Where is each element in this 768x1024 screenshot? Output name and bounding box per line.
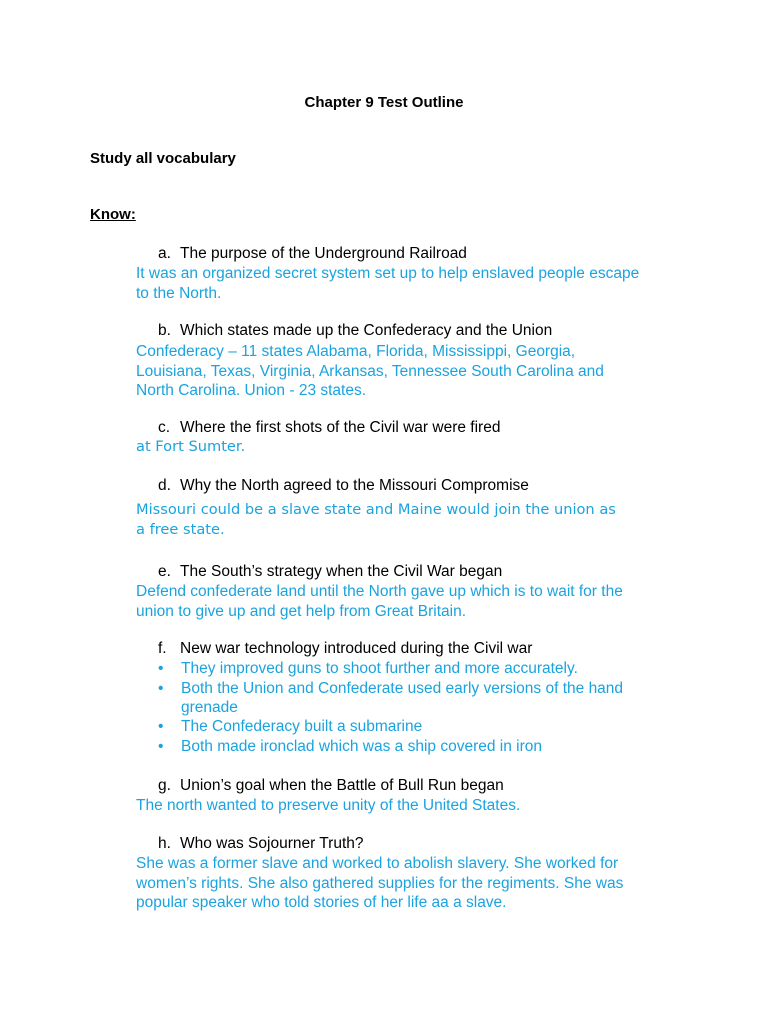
- answer-line: popular speaker who told stories of her life aa a slave.: [136, 894, 507, 911]
- answer-line: Confederacy – 11 states Alabama, Florida, Mississippi, Georgia,: [136, 343, 576, 360]
- question-text: The South’s strategy when the Civil War began: [180, 563, 503, 580]
- answer-line: union to give up and get help from Great Britain.: [136, 602, 467, 620]
- item-label: h.: [158, 835, 171, 852]
- answer-line: to the North.: [136, 284, 222, 302]
- answer-line: Defend confederate land until the North gave up which is to wait for the: [136, 583, 623, 600]
- item-label: d.: [158, 477, 171, 494]
- answer-b: [136, 342, 604, 401]
- question-text: Union’s goal when the Battle of Bull Run began: [180, 777, 504, 794]
- item-label: b.: [158, 322, 171, 339]
- answer-line: It was an organized secret system set up to help enslaved people escape: [136, 265, 640, 282]
- item-label: a.: [158, 245, 171, 262]
- item-label: f.: [158, 640, 167, 657]
- question-h: [158, 835, 364, 853]
- bullet-continuation: grenade: [181, 699, 238, 716]
- bullet-icon: •: [158, 718, 164, 735]
- bullet-item: [158, 738, 542, 756]
- answer-line: Louisiana, Texas, Virginia, Arkansas, Tennessee South Carolina and: [136, 362, 604, 380]
- page-title: Chapter 9 Test Outline: [304, 94, 464, 111]
- answer-h: [136, 854, 623, 913]
- answer-line: North Carolina. Union - 23 states.: [136, 382, 367, 399]
- bullet-text: The Confederacy built a submarine: [181, 718, 423, 735]
- bullet-text: Both made ironclad which was a ship covered in iron: [181, 738, 542, 755]
- bullet-icon: •: [158, 660, 164, 677]
- answer-line: at Fort Sumter.: [136, 438, 246, 455]
- item-label: g.: [158, 777, 171, 794]
- bullet-icon: •: [158, 680, 164, 697]
- question-e: [158, 563, 502, 581]
- answer-c: [136, 437, 245, 457]
- bullet-item: [158, 718, 422, 736]
- question-a: [158, 245, 467, 263]
- bullet-item: [158, 660, 578, 678]
- answer-line: Missouri could be a slave state and Maine would join the union as: [136, 501, 616, 518]
- study-line: Study all vocabulary: [90, 150, 236, 167]
- question-g: [158, 777, 504, 795]
- bullet-text: Both the Union and Confederate used early versions of the hand: [181, 680, 624, 697]
- bullet-text: They improved guns to shoot further and more accurately.: [181, 660, 578, 677]
- answer-line: She was a former slave and worked to abolish slavery. She worked for: [136, 855, 619, 872]
- bullet-icon: •: [158, 738, 164, 755]
- know-heading: Know:: [90, 206, 136, 223]
- question-d: [158, 477, 529, 495]
- question-text: Why the North agreed to the Missouri Compromise: [180, 477, 529, 494]
- question-text: New war technology introduced during the Civil war: [180, 640, 533, 657]
- question-c: [158, 419, 500, 437]
- question-text: Where the first shots of the Civil war were fired: [180, 419, 501, 436]
- answer-e: [136, 582, 623, 621]
- answer-line: a free state.: [136, 521, 225, 538]
- bullet-item: [158, 680, 623, 698]
- item-label: c.: [158, 419, 171, 436]
- answer-d: [136, 500, 616, 540]
- answer-a: [136, 264, 639, 303]
- question-text: The purpose of the Underground Railroad: [180, 245, 467, 262]
- question-f: [158, 640, 532, 658]
- answer-line: women’s rights. She also gathered supplies for the regiments. She was: [136, 874, 624, 892]
- answer-g: [136, 796, 520, 816]
- answer-line: The north wanted to preserve unity of the United States.: [136, 797, 521, 814]
- item-label: e.: [158, 563, 171, 580]
- question-b: [158, 322, 552, 340]
- question-text: Which states made up the Confederacy and the Union: [180, 322, 553, 339]
- question-text: Who was Sojourner Truth?: [180, 835, 364, 852]
